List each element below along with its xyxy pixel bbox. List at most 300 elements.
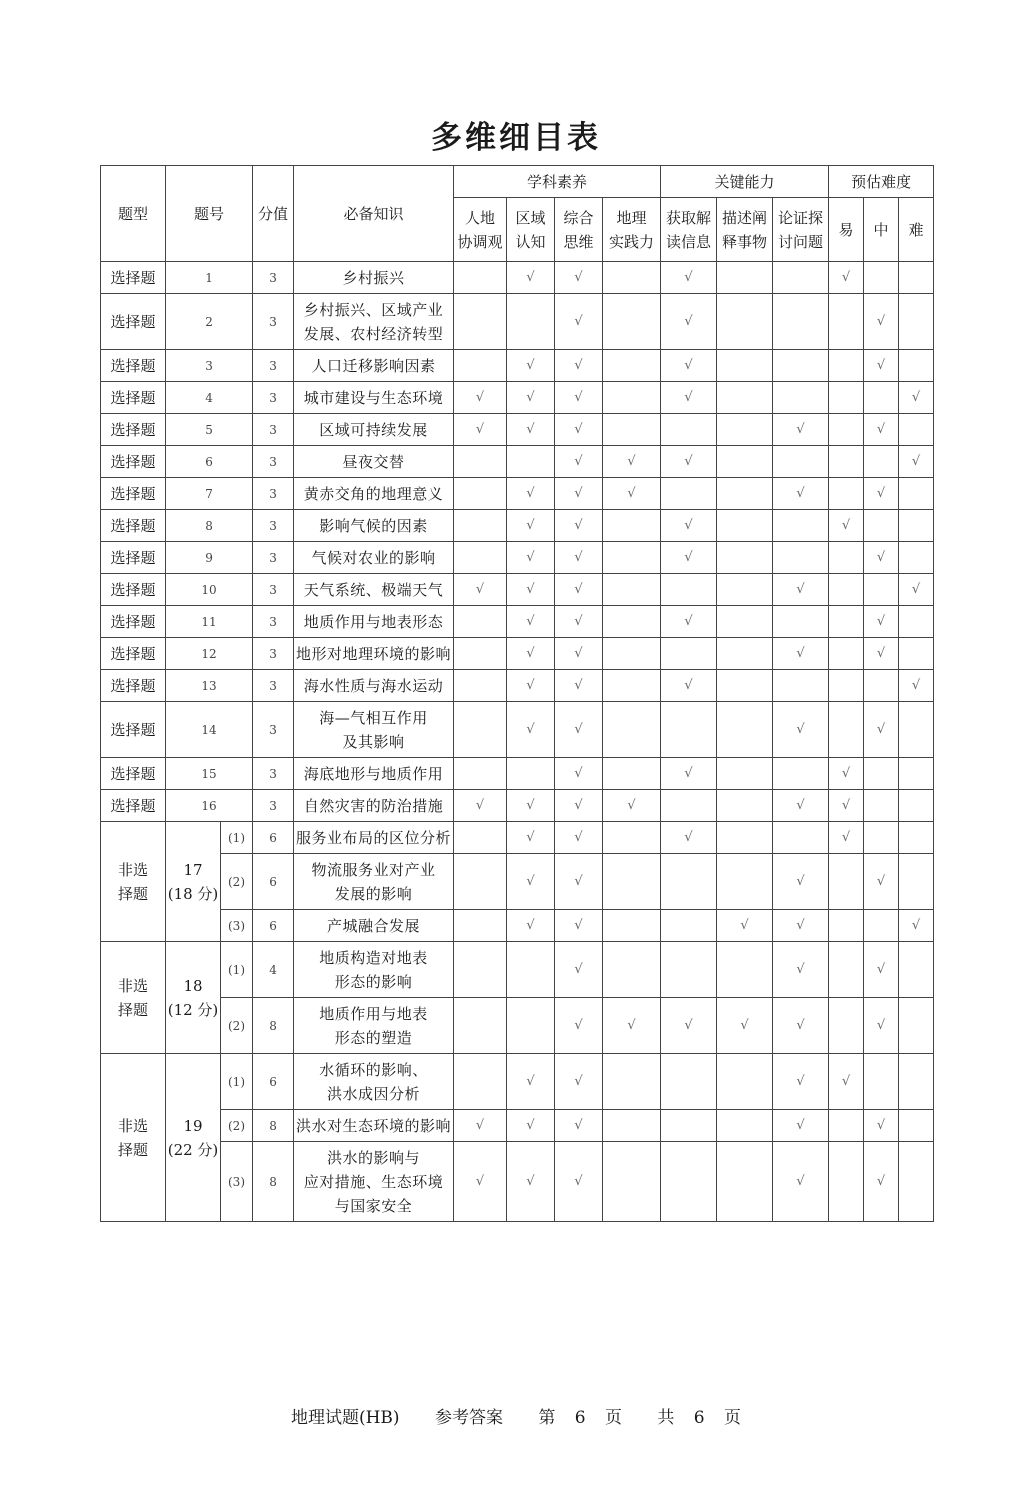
row-number: 12 (166, 638, 253, 670)
check-mark: √ (773, 1142, 829, 1222)
row-knowledge: 海—气相互作用 及其影响 (294, 702, 454, 758)
row-knowledge: 服务业布局的区位分析 (294, 822, 454, 854)
check-mark: √ (555, 910, 603, 942)
header-number: 题号 (166, 166, 253, 262)
empty-cell (454, 542, 507, 574)
empty-cell (603, 510, 661, 542)
empty-cell (717, 414, 773, 446)
empty-cell (829, 1110, 864, 1142)
table-row (101, 942, 934, 998)
sub-number: (1) (221, 1054, 253, 1110)
check-mark: √ (555, 510, 603, 542)
check-mark: √ (507, 854, 555, 910)
check-mark: √ (829, 1054, 864, 1110)
table-row (101, 294, 934, 350)
row-knowledge: 物流服务业对产业 发展的影响 (294, 854, 454, 910)
empty-cell (661, 414, 717, 446)
row-knowledge: 地质构造对地表 形态的影响 (294, 942, 454, 998)
table-row (101, 478, 934, 510)
empty-cell (829, 910, 864, 942)
check-mark: √ (864, 350, 899, 382)
empty-cell (717, 510, 773, 542)
empty-cell (717, 382, 773, 414)
header-ability-2: 描述阐 释事物 (717, 198, 773, 262)
header-ability-group: 关键能力 (661, 166, 829, 198)
empty-cell (899, 350, 934, 382)
header-row-1 (101, 166, 934, 198)
empty-cell (717, 854, 773, 910)
row-type: 选择题 (101, 638, 166, 670)
row-score: 6 (253, 910, 294, 942)
check-mark: √ (661, 294, 717, 350)
empty-cell (899, 942, 934, 998)
empty-cell (603, 382, 661, 414)
footer-answer: 参考答案 (434, 1408, 503, 1428)
sub-number: (1) (221, 942, 253, 998)
row-knowledge: 地质作用与地表 形态的塑造 (294, 998, 454, 1054)
check-mark: √ (773, 1110, 829, 1142)
empty-cell (899, 294, 934, 350)
check-mark: √ (773, 638, 829, 670)
row-score: 3 (253, 758, 294, 790)
row-knowledge: 天气系统、极端天气 (294, 574, 454, 606)
group-number: 17 (18 分) (166, 822, 221, 942)
empty-cell (773, 542, 829, 574)
empty-cell (899, 1142, 934, 1222)
empty-cell (454, 350, 507, 382)
empty-cell (773, 446, 829, 478)
check-mark: √ (864, 942, 899, 998)
row-score: 3 (253, 350, 294, 382)
empty-cell (454, 758, 507, 790)
empty-cell (864, 1054, 899, 1110)
row-score: 6 (253, 854, 294, 910)
check-mark: √ (661, 998, 717, 1054)
row-score: 3 (253, 478, 294, 510)
check-mark: √ (864, 854, 899, 910)
check-mark: √ (773, 910, 829, 942)
empty-cell (899, 758, 934, 790)
empty-cell (603, 574, 661, 606)
check-mark: √ (507, 670, 555, 702)
check-mark: √ (661, 382, 717, 414)
table-row (101, 854, 934, 910)
empty-cell (773, 606, 829, 638)
empty-cell (829, 446, 864, 478)
row-knowledge: 黄赤交角的地理意义 (294, 478, 454, 510)
sub-number: (2) (221, 1110, 253, 1142)
check-mark: √ (603, 790, 661, 822)
check-mark: √ (864, 294, 899, 350)
row-knowledge: 人口迁移影响因素 (294, 350, 454, 382)
empty-cell (717, 294, 773, 350)
row-score: 8 (253, 998, 294, 1054)
check-mark: √ (507, 822, 555, 854)
empty-cell (454, 1054, 507, 1110)
row-type: 选择题 (101, 702, 166, 758)
group-type: 非选 择题 (101, 942, 166, 1054)
empty-cell (603, 294, 661, 350)
check-mark: √ (661, 510, 717, 542)
check-mark: √ (661, 822, 717, 854)
row-score: 6 (253, 822, 294, 854)
check-mark: √ (773, 854, 829, 910)
row-type: 选择题 (101, 542, 166, 574)
check-mark: √ (507, 262, 555, 294)
row-type: 选择题 (101, 294, 166, 350)
check-mark: √ (864, 1142, 899, 1222)
table-row (101, 262, 934, 294)
empty-cell (717, 542, 773, 574)
check-mark: √ (864, 702, 899, 758)
row-score: 3 (253, 574, 294, 606)
row-number: 10 (166, 574, 253, 606)
check-mark: √ (717, 998, 773, 1054)
empty-cell (899, 414, 934, 446)
empty-cell (603, 606, 661, 638)
row-number: 9 (166, 542, 253, 574)
empty-cell (717, 606, 773, 638)
group-type: 非选 择题 (101, 822, 166, 942)
row-knowledge: 地质作用与地表形态 (294, 606, 454, 638)
table-row (101, 1110, 934, 1142)
row-score: 4 (253, 942, 294, 998)
check-mark: √ (507, 414, 555, 446)
empty-cell (864, 790, 899, 822)
empty-cell (864, 758, 899, 790)
row-score: 3 (253, 638, 294, 670)
row-number: 11 (166, 606, 253, 638)
row-score: 6 (253, 1054, 294, 1110)
empty-cell (507, 998, 555, 1054)
check-mark: √ (555, 382, 603, 414)
check-mark: √ (603, 998, 661, 1054)
empty-cell (717, 758, 773, 790)
table-row (101, 822, 934, 854)
empty-cell (773, 382, 829, 414)
check-mark: √ (661, 262, 717, 294)
check-mark: √ (864, 542, 899, 574)
row-knowledge: 洪水的影响与 应对措施、生态环境 与国家安全 (294, 1142, 454, 1222)
check-mark: √ (555, 574, 603, 606)
empty-cell (507, 294, 555, 350)
empty-cell (454, 998, 507, 1054)
check-mark: √ (507, 1054, 555, 1110)
row-type: 选择题 (101, 574, 166, 606)
check-mark: √ (773, 790, 829, 822)
row-type: 选择题 (101, 510, 166, 542)
empty-cell (454, 606, 507, 638)
empty-cell (829, 574, 864, 606)
empty-cell (717, 574, 773, 606)
empty-cell (773, 262, 829, 294)
row-number: 8 (166, 510, 253, 542)
empty-cell (899, 998, 934, 1054)
check-mark: √ (555, 1110, 603, 1142)
empty-cell (661, 854, 717, 910)
check-mark: √ (773, 702, 829, 758)
empty-cell (454, 822, 507, 854)
check-mark: √ (717, 910, 773, 942)
empty-cell (829, 478, 864, 510)
check-mark: √ (555, 446, 603, 478)
check-mark: √ (507, 910, 555, 942)
empty-cell (899, 262, 934, 294)
check-mark: √ (773, 942, 829, 998)
check-mark: √ (603, 446, 661, 478)
check-mark: √ (829, 262, 864, 294)
empty-cell (899, 606, 934, 638)
row-score: 3 (253, 542, 294, 574)
group-number: 18 (12 分) (166, 942, 221, 1054)
specification-table (100, 165, 934, 1222)
footer-total: 共 6 页 (657, 1408, 742, 1428)
empty-cell (661, 638, 717, 670)
row-score: 3 (253, 262, 294, 294)
empty-cell (717, 1142, 773, 1222)
group-type: 非选 择题 (101, 1054, 166, 1222)
check-mark: √ (555, 942, 603, 998)
table-row (101, 542, 934, 574)
check-mark: √ (899, 910, 934, 942)
empty-cell (603, 414, 661, 446)
table-body (101, 166, 934, 1222)
empty-cell (661, 910, 717, 942)
empty-cell (603, 702, 661, 758)
sub-number: (2) (221, 854, 253, 910)
row-knowledge: 自然灾害的防治措施 (294, 790, 454, 822)
empty-cell (864, 574, 899, 606)
empty-cell (717, 638, 773, 670)
table-row (101, 1054, 934, 1110)
check-mark: √ (661, 350, 717, 382)
table-row (101, 446, 934, 478)
empty-cell (899, 478, 934, 510)
check-mark: √ (661, 606, 717, 638)
header-lit-1: 人地 协调观 (454, 198, 507, 262)
table-row (101, 1142, 934, 1222)
check-mark: √ (555, 1142, 603, 1222)
row-score: 3 (253, 382, 294, 414)
row-number: 3 (166, 350, 253, 382)
empty-cell (454, 910, 507, 942)
check-mark: √ (555, 606, 603, 638)
check-mark: √ (454, 1110, 507, 1142)
empty-cell (864, 822, 899, 854)
empty-cell (454, 478, 507, 510)
empty-cell (507, 942, 555, 998)
check-mark: √ (507, 1142, 555, 1222)
empty-cell (603, 1142, 661, 1222)
row-knowledge: 水循环的影响、 洪水成因分析 (294, 1054, 454, 1110)
empty-cell (454, 262, 507, 294)
row-number: 4 (166, 382, 253, 414)
empty-cell (829, 1142, 864, 1222)
empty-cell (603, 758, 661, 790)
footer-subject: 地理试题(HB) (290, 1408, 400, 1428)
check-mark: √ (555, 294, 603, 350)
row-number: 15 (166, 758, 253, 790)
header-difficulty-easy: 易 (829, 198, 864, 262)
empty-cell (829, 542, 864, 574)
table-row (101, 910, 934, 942)
group-number: 19 (22 分) (166, 1054, 221, 1222)
table-row (101, 998, 934, 1054)
empty-cell (773, 350, 829, 382)
empty-cell (603, 1110, 661, 1142)
empty-cell (773, 758, 829, 790)
empty-cell (717, 942, 773, 998)
check-mark: √ (454, 414, 507, 446)
check-mark: √ (864, 606, 899, 638)
header-literacy-group: 学科素养 (454, 166, 661, 198)
check-mark: √ (661, 446, 717, 478)
empty-cell (829, 382, 864, 414)
row-knowledge: 区域可持续发展 (294, 414, 454, 446)
sub-number: (3) (221, 910, 253, 942)
empty-cell (864, 262, 899, 294)
empty-cell (507, 758, 555, 790)
row-score: 3 (253, 790, 294, 822)
empty-cell (603, 638, 661, 670)
table-row (101, 414, 934, 446)
row-type: 选择题 (101, 790, 166, 822)
check-mark: √ (555, 854, 603, 910)
empty-cell (899, 790, 934, 822)
row-type: 选择题 (101, 350, 166, 382)
empty-cell (773, 510, 829, 542)
empty-cell (603, 670, 661, 702)
empty-cell (507, 446, 555, 478)
check-mark: √ (661, 542, 717, 574)
check-mark: √ (555, 702, 603, 758)
empty-cell (603, 910, 661, 942)
row-score: 3 (253, 294, 294, 350)
row-number: 13 (166, 670, 253, 702)
row-knowledge: 地形对地理环境的影响 (294, 638, 454, 670)
row-knowledge: 气候对农业的影响 (294, 542, 454, 574)
empty-cell (864, 382, 899, 414)
empty-cell (661, 1142, 717, 1222)
footer-page: 第 6 页 (538, 1408, 622, 1428)
sub-number: (3) (221, 1142, 253, 1222)
row-number: 6 (166, 446, 253, 478)
empty-cell (717, 446, 773, 478)
empty-cell (864, 910, 899, 942)
row-number: 7 (166, 478, 253, 510)
row-knowledge: 产城融合发展 (294, 910, 454, 942)
row-number: 16 (166, 790, 253, 822)
check-mark: √ (829, 790, 864, 822)
check-mark: √ (603, 478, 661, 510)
empty-cell (661, 790, 717, 822)
check-mark: √ (864, 638, 899, 670)
check-mark: √ (555, 638, 603, 670)
row-number: 1 (166, 262, 253, 294)
row-knowledge: 海底地形与地质作用 (294, 758, 454, 790)
check-mark: √ (507, 510, 555, 542)
row-knowledge: 乡村振兴 (294, 262, 454, 294)
check-mark: √ (773, 478, 829, 510)
empty-cell (603, 350, 661, 382)
check-mark: √ (555, 998, 603, 1054)
check-mark: √ (555, 478, 603, 510)
row-score: 8 (253, 1110, 294, 1142)
header-type: 题型 (101, 166, 166, 262)
row-knowledge: 昼夜交替 (294, 446, 454, 478)
check-mark: √ (555, 414, 603, 446)
check-mark: √ (829, 510, 864, 542)
table-row (101, 510, 934, 542)
row-score: 3 (253, 510, 294, 542)
empty-cell (717, 262, 773, 294)
empty-cell (661, 574, 717, 606)
row-type: 选择题 (101, 262, 166, 294)
empty-cell (603, 822, 661, 854)
empty-cell (454, 942, 507, 998)
table-row (101, 606, 934, 638)
empty-cell (717, 1054, 773, 1110)
row-knowledge: 洪水对生态环境的影响 (294, 1110, 454, 1142)
empty-cell (717, 478, 773, 510)
empty-cell (899, 822, 934, 854)
check-mark: √ (507, 382, 555, 414)
empty-cell (603, 1054, 661, 1110)
empty-cell (829, 998, 864, 1054)
empty-cell (829, 942, 864, 998)
row-score: 3 (253, 446, 294, 478)
empty-cell (773, 822, 829, 854)
check-mark: √ (864, 414, 899, 446)
empty-cell (899, 542, 934, 574)
page-title: 多维细目表 (431, 120, 601, 156)
check-mark: √ (555, 670, 603, 702)
empty-cell (661, 1110, 717, 1142)
empty-cell (717, 702, 773, 758)
empty-cell (454, 294, 507, 350)
empty-cell (829, 702, 864, 758)
empty-cell (717, 350, 773, 382)
row-score: 3 (253, 702, 294, 758)
empty-cell (899, 638, 934, 670)
empty-cell (829, 638, 864, 670)
empty-cell (899, 1054, 934, 1110)
empty-cell (899, 1110, 934, 1142)
table-row (101, 790, 934, 822)
header-lit-3: 综合 思维 (555, 198, 603, 262)
header-lit-4: 地理 实践力 (603, 198, 661, 262)
empty-cell (899, 702, 934, 758)
check-mark: √ (454, 574, 507, 606)
check-mark: √ (555, 758, 603, 790)
empty-cell (661, 702, 717, 758)
empty-cell (717, 1110, 773, 1142)
row-type: 选择题 (101, 414, 166, 446)
row-knowledge: 城市建设与生态环境 (294, 382, 454, 414)
check-mark: √ (507, 478, 555, 510)
table-row (101, 350, 934, 382)
empty-cell (603, 542, 661, 574)
empty-cell (899, 854, 934, 910)
empty-cell (829, 854, 864, 910)
check-mark: √ (829, 822, 864, 854)
empty-cell (454, 670, 507, 702)
table-row (101, 758, 934, 790)
row-type: 选择题 (101, 606, 166, 638)
check-mark: √ (661, 670, 717, 702)
empty-cell (864, 446, 899, 478)
empty-cell (454, 638, 507, 670)
